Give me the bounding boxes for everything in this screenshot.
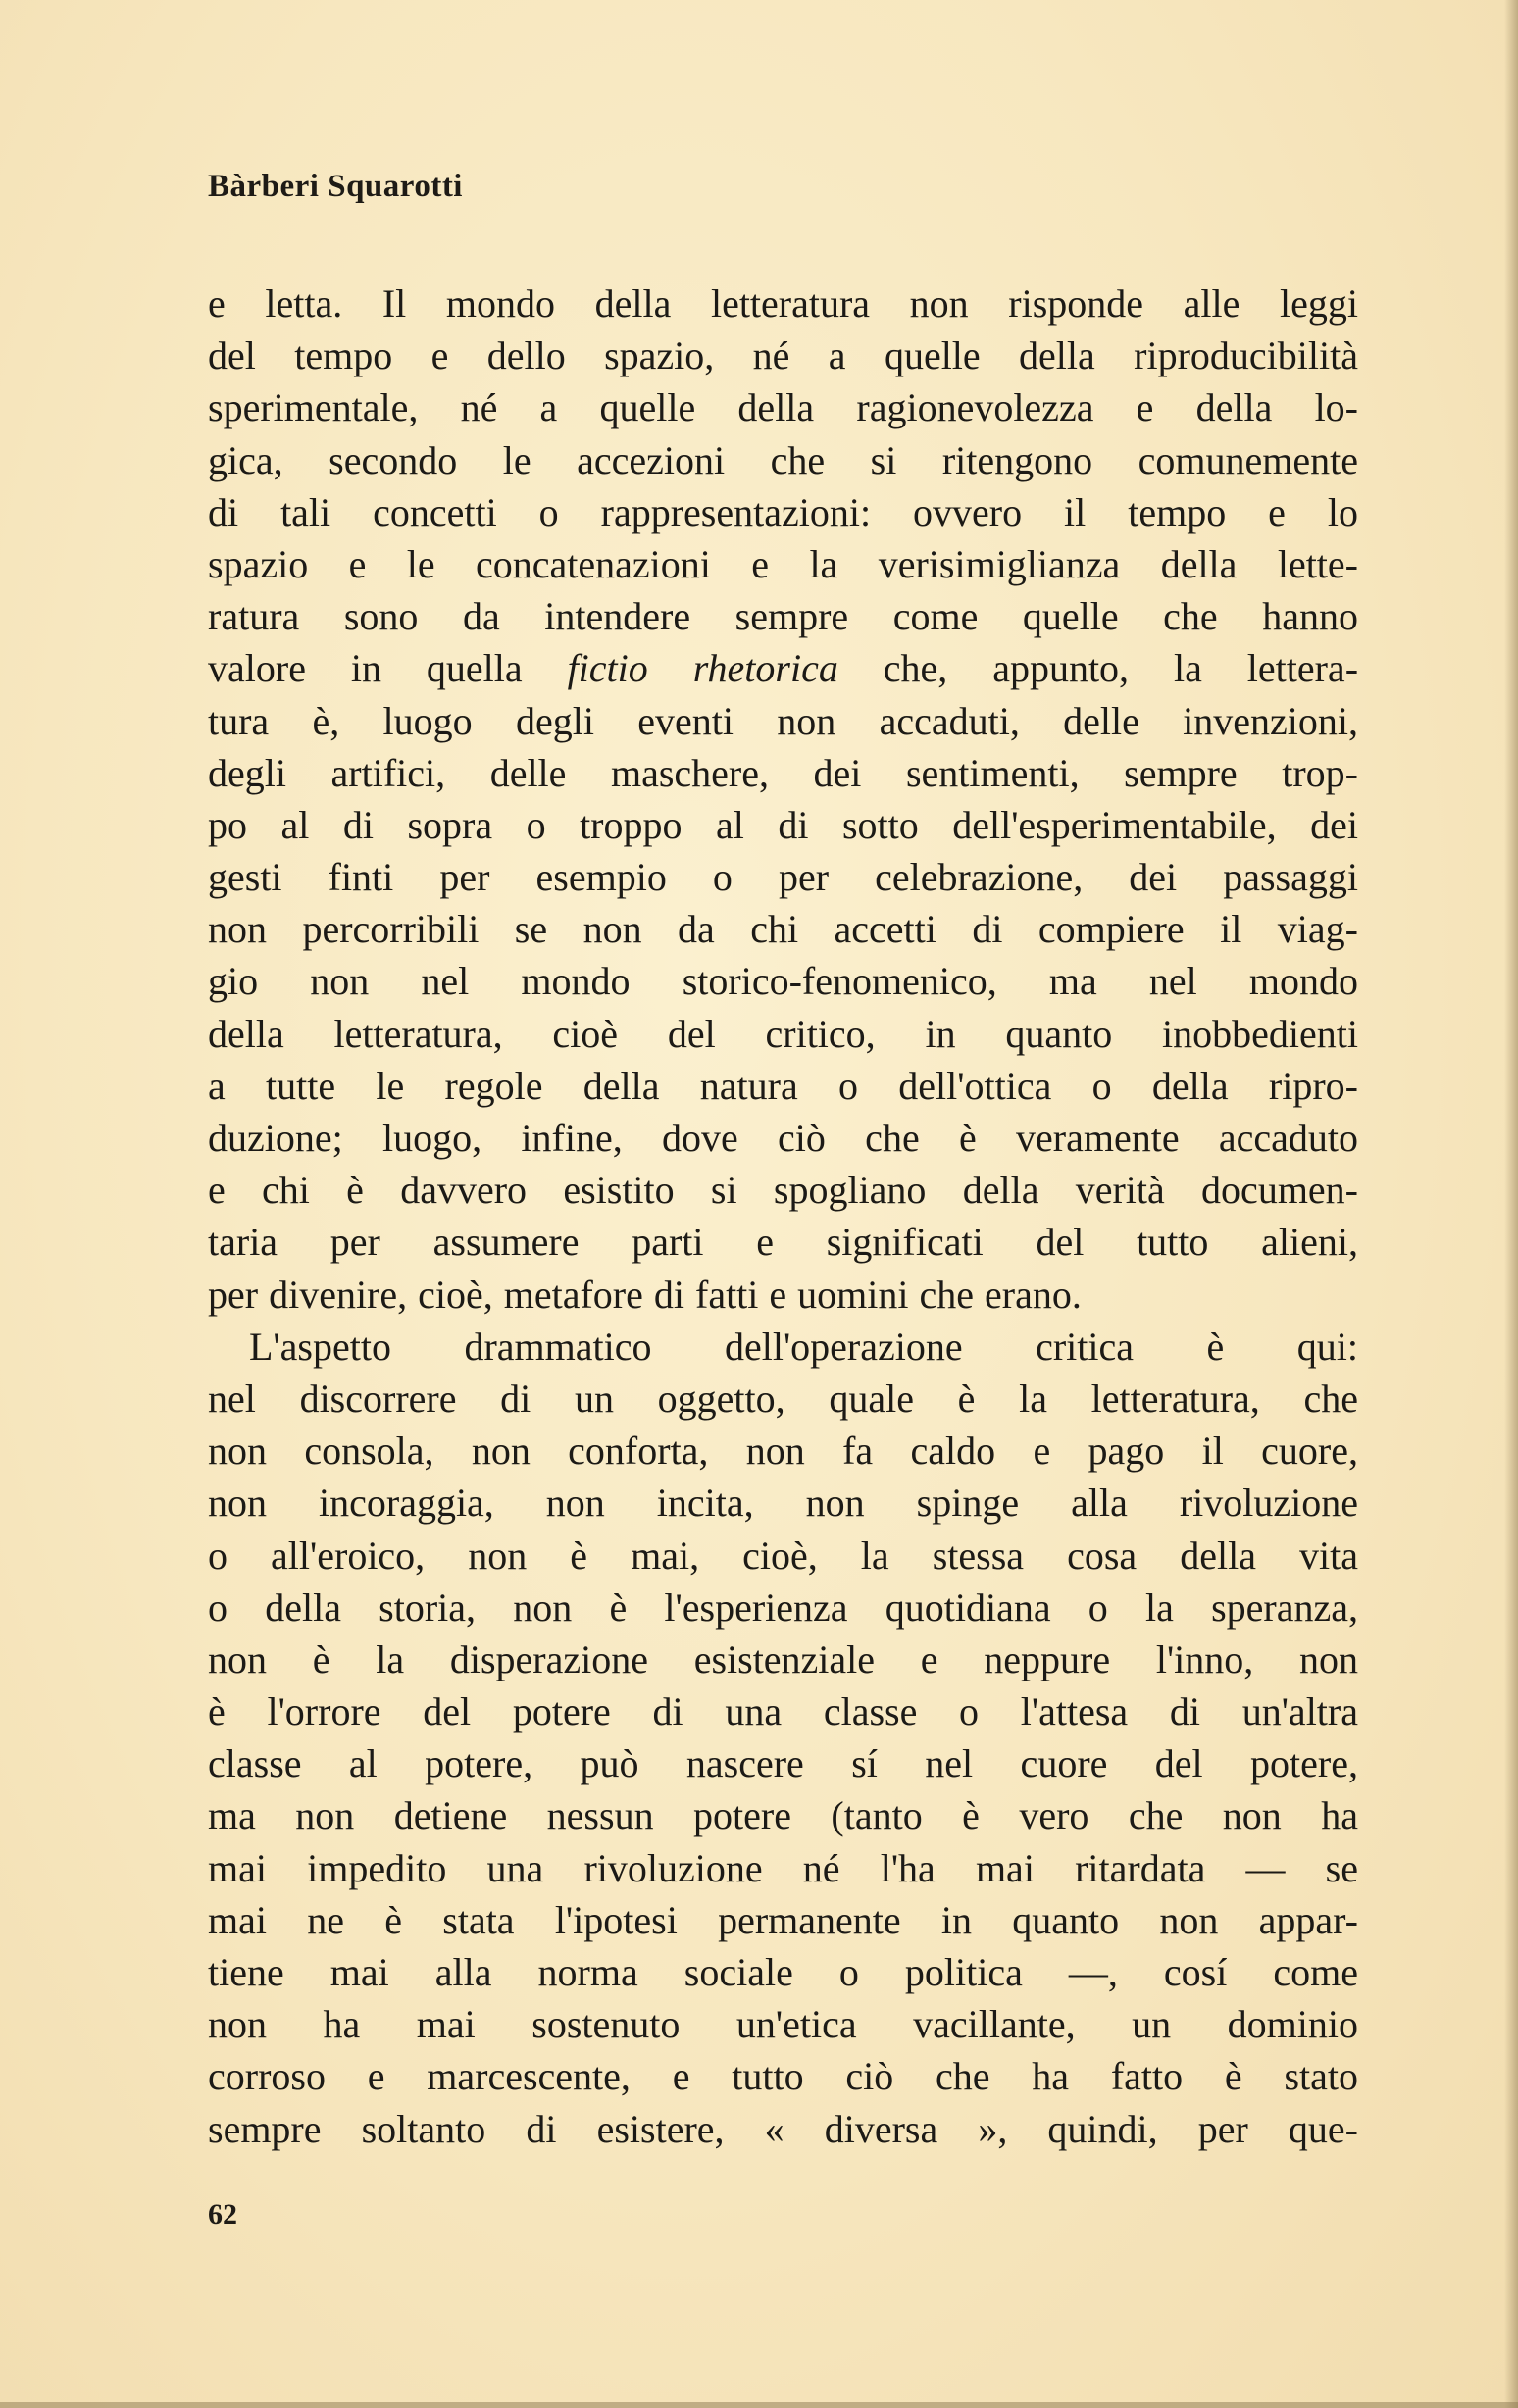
text-line: o della storia, non è l'esperienza quotidiana o la speranza, xyxy=(208,1584,1358,1630)
text-line: gio non nel mondo storico-fenomenico, ma nel mondo xyxy=(208,959,1358,1004)
text-line: a tutte le regole della natura o dell'ottica o della ripro- xyxy=(208,1063,1358,1108)
text-line: mai impedito una rivoluzione né l'ha mai ritardata — se xyxy=(208,1845,1358,1890)
text-line: degli artifici, delle maschere, dei sentimenti, sempre trop- xyxy=(208,750,1358,795)
text-line: tura è, luogo degli eventi non accaduti, delle invenzioni, xyxy=(208,698,1358,743)
text-line: sempre soltanto di esistere, « diversa », quindi, per que- xyxy=(208,2106,1358,2151)
text-line: del tempo e dello spazio, né a quelle della riproducibilità xyxy=(208,333,1358,378)
text-line: classe al potere, può nascere sí nel cuore del potere, xyxy=(208,1741,1358,1786)
text-line: gica, secondo le accezioni che si ritengono comunemente xyxy=(208,437,1358,482)
text-line: della letteratura, cioè del critico, in quanto inobbedienti xyxy=(208,1011,1358,1056)
text-line-paragraph-end: per divenire, cioè, metafore di fatti e uomini che erano. xyxy=(208,1272,1082,1317)
page-bottom-edge xyxy=(0,2402,1518,2408)
text-line: gesti finti per esempio o per celebrazione, dei passaggi xyxy=(208,855,1358,900)
text-line: non incoraggia, non incita, non spinge alla rivoluzione xyxy=(208,1480,1358,1526)
text-line: o all'eroico, non è mai, cioè, la stessa cosa della vita xyxy=(208,1532,1358,1578)
text-line: e letta. Il mondo della letteratura non risponde alle leggi xyxy=(208,281,1358,326)
text-line: ma non detiene nessun potere (tanto è vero che non ha xyxy=(208,1793,1358,1838)
page-number: 62 xyxy=(208,2198,237,2231)
text-segment: che, appunto, la lettera- xyxy=(883,646,1359,691)
body-text xyxy=(208,277,1358,2155)
text-segment: valore in quella xyxy=(208,646,523,691)
text-line: non consola, non conforta, non fa caldo e pago il cuore, xyxy=(208,1429,1358,1474)
text-line: taria per assumere parti e significati del tutto alieni, xyxy=(208,1220,1358,1265)
text-line: è l'orrore del potere di una classe o l'attesa di un'altra xyxy=(208,1689,1358,1734)
text-line: ratura sono da intendere sempre come quelle che hanno xyxy=(208,594,1358,639)
text-line: e chi è davvero esistito si spogliano della verità documen- xyxy=(208,1168,1358,1213)
text-line: duzione; luogo, infine, dove ciò che è veramente accaduto xyxy=(208,1116,1358,1160)
italic-phrase: fictio rhetorica xyxy=(567,646,838,691)
text-line: sperimentale, né a quelle della ragionevolezza e della lo- xyxy=(208,385,1358,430)
text-line: corroso e marcescente, e tutto ciò che ha fatto è stato xyxy=(208,2054,1358,2099)
running-head: Bàrberi Squarotti xyxy=(208,169,463,204)
text-line xyxy=(208,642,1358,694)
text-line: spazio e le concatenazioni e la verisimiglianza della lette- xyxy=(208,541,1358,586)
text-line: tiene mai alla norma sociale o politica —, cosí come xyxy=(208,1950,1358,1994)
text-line: non percorribili se non da chi accetti di compiere il viag- xyxy=(208,907,1358,952)
text-line: non ha mai sostenuto un'etica vacillante, un dominio xyxy=(208,2002,1358,2047)
text-line: nel discorrere di un oggetto, quale è la letteratura, che xyxy=(208,1376,1358,1421)
text-line: po al di sopra o troppo al di sotto dell'esperimentabile, dei xyxy=(208,802,1358,847)
text-line: non è la disperazione esistenziale e neppure l'inno, non xyxy=(208,1636,1358,1681)
text-line-paragraph-start: L'aspetto drammatico dell'operazione critica è qui: xyxy=(249,1324,1358,1369)
page-edge-shadow xyxy=(1504,0,1518,2408)
text-line: di tali concetti o rappresentazioni: ovvero il tempo e lo xyxy=(208,489,1358,534)
text-line: mai ne è stata l'ipotesi permanente in quanto non appar- xyxy=(208,1897,1358,1942)
